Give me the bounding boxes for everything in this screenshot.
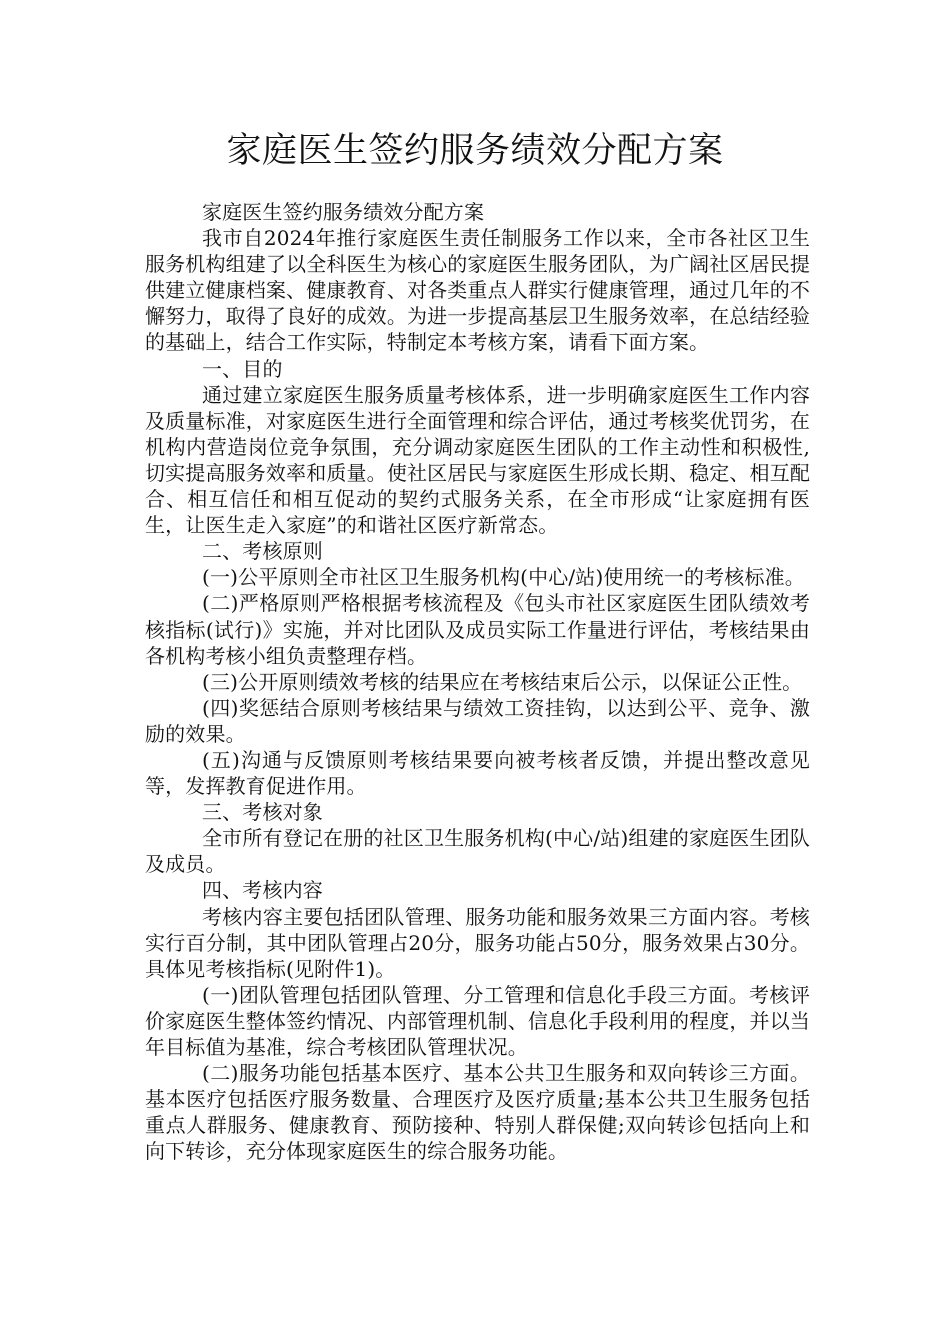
- paragraph-principle-feedback: (五)沟通与反馈原则考核结果要向被考核者反馈，并提出整改意见等，发挥教育促进作用。: [145, 747, 810, 799]
- section-heading-targets: 三、考核对象: [202, 800, 323, 825]
- document-body: [145, 199, 810, 1164]
- section-heading-principles: 二、考核原则: [202, 539, 323, 564]
- paragraph-principle-fairness: (一)公平原则全市社区卫生服务机构(中心/站)使用统一的考核标准。: [202, 565, 805, 590]
- document-title: 家庭医生签约服务绩效分配方案: [226, 131, 724, 171]
- paragraph-principle-reward-penalty: (四)奖惩结合原则考核结果与绩效工资挂钩，以达到公平、竞争、激励的效果。: [145, 695, 810, 746]
- paragraph-intro: 我市自2024年推行家庭医生责任制服务工作以来，全市各社区卫生服务机构组建了以全科医生为核心的家庭医生服务团队，为广阔社区居民提供建立健康档案、健康教育、对各类重点人群实行健康管理，通过几年的不懈努力，取得了良好的成效。为进一步提高基层卫生服务效率，在总结经验的基础上，结合工作实际，特制定本考核方案，请看下面方案。: [145, 226, 810, 355]
- paragraph-targets: 全市所有登记在册的社区卫生服务机构(中心/站)组建的家庭医生团队及成员。: [145, 826, 810, 877]
- paragraph-subtitle: 家庭医生签约服务绩效分配方案: [202, 200, 485, 224]
- paragraph-content-overview: 考核内容主要包括团队管理、服务功能和服务效果三方面内容。考核实行百分制，其中团队管理占20分，服务功能占50分，服务效果占30分。具体见考核指标(见附件1)。: [145, 904, 810, 981]
- section-heading-purpose: 一、目的: [202, 356, 283, 381]
- paragraph-principle-openness: (三)公开原则绩效考核的结果应在考核结束后公示，以保证公正性。: [202, 669, 803, 694]
- paragraph-content-service-function: (二)服务功能包括基本医疗、基本公共卫生服务和双向转诊三方面。基本医疗包括医疗服务数量、合理医疗及医疗质量;基本公共卫生服务包括重点人群服务、健康教育、预防接种、特别人群保健;双向转诊包括向上和向下转诊，充分体现家庭医生的综合服务功能。: [145, 1061, 810, 1164]
- paragraph-purpose: 通过建立家庭医生服务质量考核体系，进一步明确家庭医生工作内容及质量标准，对家庭医生进行全面管理和综合评估，通过考核奖优罚劣，在机构内营造岗位竞争氛围，充分调动家庭医生团队的工作主动性和积极性,切实提高服务效率和质量。使社区居民与家庭医生形成长期、稳定、相互配合、相互信任和相互促动的契约式服务关系，在全市形成“让家庭拥有医生，让医生走入家庭”的和谐社区医疗新常态。: [145, 382, 810, 538]
- paragraph-content-team-management: (一)团队管理包括团队管理、分工管理和信息化手段三方面。考核评价家庭医生整体签约情况、内部管理机制、信息化手段利用的程度，并以当年目标值为基准，综合考核团队管理状况。: [145, 982, 810, 1059]
- section-heading-content: 四、考核内容: [202, 878, 323, 903]
- paragraph-principle-strictness: (二)严格原则严格根据考核流程及《包头市社区家庭医生团队绩效考核指标(试行)》实施，并对比团队及成员实际工作量进行评估，考核结果由各机构考核小组负责整理存档。: [145, 591, 810, 668]
